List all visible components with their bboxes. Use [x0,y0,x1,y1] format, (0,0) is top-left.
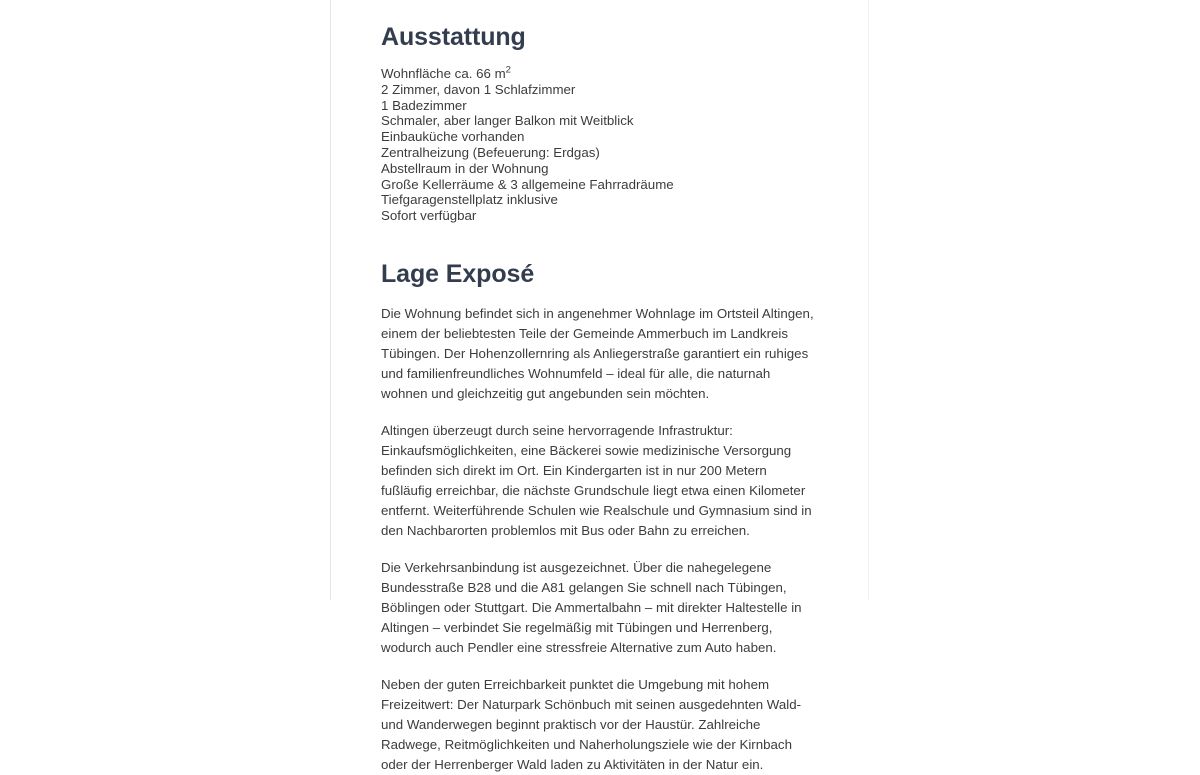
body-paragraph: Neben der guten Erreichbarkeit punktet die Umgebung mit hohem Freizeitwert: Der Naturpark Schönbuch mit seinen ausgedehnten Wald- und Wanderwegen beginnt praktisch vor der Haustür. Zahlreiche Radwege, Reitmöglichkeiten und Naherholungsziele wie der Kirnbach oder der Herrenberger Wald laden zu Aktivitäten in der Natur ein. [381,676,802,772]
feature-text: Schmaler, aber langer Balkon mit Weitblick [381,113,634,129]
list-item [381,98,820,114]
section-heading-ausstattung: Ausstattung [381,23,526,51]
feature-text: Sofort verfügbar [381,208,477,224]
list-item [381,66,820,82]
feature-text: Einbauküche vorhanden [381,129,525,145]
feature-text: Wohnfläche ca. 66 m [381,66,506,81]
list-item [381,177,820,193]
body-paragraph: Altingen überzeugt durch seine hervorragende Infrastruktur: Einkaufsmöglichkeiten, eine Bäckerei sowie medizinische Versorgung befinden sich direkt im Ort. Ein Kindergarten ist in nur 200 Metern fußläufig erreichbar, die nächste Grundschule liegt etwa einen Kilometer entfernt. Weiterführende Schulen wie Realschule und Gymnasium sind in den Nachbarorten problemlos mit Bus oder Bahn zu erreichen. [381,422,812,538]
list-item [381,161,820,177]
list-item [381,113,820,129]
feature-text: 1 Badezimmer [381,97,467,113]
feature-text: Abstellraum in der Wohnung [381,160,549,176]
section-spacer [381,224,820,259]
feature-text: 2 Zimmer, davon 1 Schlafzimmer [381,81,576,97]
column-rule-right [868,0,869,600]
feature-text: Tiefgaragenstellplatz inklusive [381,192,558,208]
body-paragraph: Die Verkehrsanbindung ist ausgezeichnet. Über die nahegelegene Bundesstraße B28 und die A81 gelangen Sie schnell nach Tübingen, Böblingen oder Stuttgart. Die Ammertalbahn – mit direkter Haltestelle in Altingen – verbindet Sie regelmäßig mit Tübingen und Herrenberg, wodurch auch Pendler eine stressfreie Alternative zum Auto haben. [381,559,802,655]
feature-text: Große Kellerräume & 3 allgemeine Fahrradräume [381,176,674,192]
body-paragraph: Die Wohnung befindet sich in angenehmer Wohnlage im Ortsteil Altingen, einem der beliebtesten Teile der Gemeinde Ammerbuch im Landkreis Tübingen. Der Hohenzollernring als Anliegerstraße garantiert ein ruhiges und familienfreundliches Wohnumfeld – ideal für alle, die naturnah wohnen und gleichzeitig gut angebunden sein möchten. [381,305,814,401]
list-item [381,192,820,208]
feature-list [381,66,820,224]
list-item [381,82,820,98]
content-column [331,0,868,772]
unit-exponent-icon: 2 [505,64,511,76]
feature-text: Zentralheizung (Befeuerung: Erdgas) [381,144,600,160]
list-item [381,129,820,145]
list-item [381,145,820,161]
list-item [381,208,820,224]
section-heading-lage-expose: Lage Exposé [381,259,535,288]
